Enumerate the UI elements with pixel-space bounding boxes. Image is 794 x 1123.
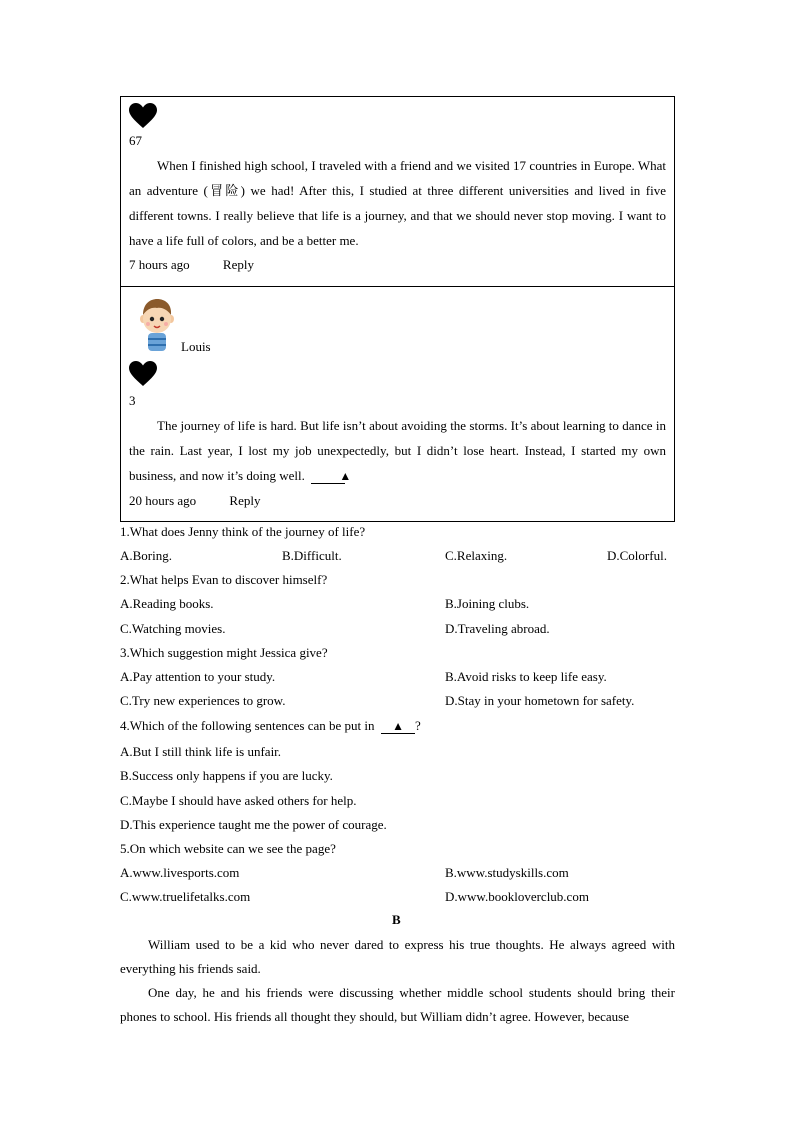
- heart-icon[interactable]: [129, 361, 157, 387]
- question-mark: ?: [415, 718, 421, 733]
- question-stem: 1.What does Jenny think of the journey of life?: [120, 524, 366, 539]
- reply-link[interactable]: Reply: [229, 493, 261, 508]
- option-d[interactable]: D.Stay in your hometown for safety.: [445, 693, 635, 708]
- option-c[interactable]: C.Relaxing.: [445, 548, 508, 563]
- option-d[interactable]: D.Traveling abroad.: [445, 621, 550, 636]
- option-a[interactable]: A.Boring.: [120, 548, 172, 563]
- option-d[interactable]: D.This experience taught me the power of courage.: [120, 817, 387, 832]
- option-a[interactable]: A.Reading books.: [120, 596, 214, 611]
- avatar: [137, 297, 177, 351]
- question-stem: [120, 718, 421, 734]
- timestamp: 7 hours ago: [129, 257, 190, 272]
- reply-link[interactable]: Reply: [222, 257, 254, 272]
- option-b[interactable]: B.Difficult.: [282, 548, 342, 563]
- option-b[interactable]: B.Avoid risks to keep life easy.: [445, 669, 607, 684]
- like-count: 3: [129, 393, 136, 408]
- question-stem: 3.Which suggestion might Jessica give?: [120, 645, 328, 660]
- option-c[interactable]: C.www.truelifetalks.com: [120, 889, 251, 904]
- option-a[interactable]: A.www.livesports.com: [120, 865, 240, 880]
- like-count: 67: [129, 133, 142, 148]
- option-b[interactable]: B.www.studyskills.com: [445, 865, 569, 880]
- comment-body: The journey of life is hard. But life isn’t about avoiding the storms. It’s about learning to dance in the rain. Last year, I lost my job unexpectedly, but I didn’t lose heart. Instead, I started my own business, and now it’s doing well.: [129, 418, 666, 483]
- option-c[interactable]: C.Watching movies.: [120, 621, 226, 636]
- username[interactable]: Louis: [181, 339, 211, 354]
- option-b[interactable]: B.Joining clubs.: [445, 596, 530, 611]
- option-c[interactable]: C.Maybe I should have asked others for help.: [120, 793, 357, 808]
- comment-card: [120, 286, 675, 522]
- answer-blank: ▲: [311, 469, 345, 484]
- passage-paragraph: One day, he and his friends were discussing whether middle school students should bring their phones to school. His friends all thought they should, but William didn’t agree. However, because: [120, 985, 675, 1024]
- comment-card: [120, 96, 675, 287]
- option-b[interactable]: B.Success only happens if you are lucky.: [120, 768, 333, 783]
- comment-text: When I finished high school, I traveled with a friend and we visited 17 countries in Europe. What an adventure (冒险) we had! After this, I studied at three different universities and lived in five different towns. I really believe that life is a journey, and that we should never stop moving. I want to have a life full of colors, and be a better me.: [129, 158, 666, 248]
- timestamp: 20 hours ago: [129, 493, 197, 508]
- question-stem: 2.What helps Evan to discover himself?: [120, 572, 328, 587]
- comment-meta: [129, 493, 260, 509]
- comment-meta: [129, 257, 254, 273]
- section-heading: B: [392, 912, 401, 927]
- option-a[interactable]: A.But I still think life is unfair.: [120, 744, 282, 759]
- comment-text: [129, 413, 666, 488]
- option-a[interactable]: A.Pay attention to your study.: [120, 669, 276, 684]
- question-stem: 5.On which website can we see the page?: [120, 841, 336, 856]
- question-stem-text: 4.Which of the following sentences can be put in: [120, 718, 375, 733]
- heart-icon[interactable]: [129, 103, 157, 129]
- passage-paragraph: William used to be a kid who never dared to express his true thoughts. He always agreed with everything his friends said.: [120, 937, 675, 976]
- option-d[interactable]: D.Colorful.: [607, 548, 667, 563]
- option-d[interactable]: D.www.bookloverclub.com: [445, 889, 589, 904]
- answer-blank: ▲: [381, 719, 415, 734]
- option-c[interactable]: C.Try new experiences to grow.: [120, 693, 286, 708]
